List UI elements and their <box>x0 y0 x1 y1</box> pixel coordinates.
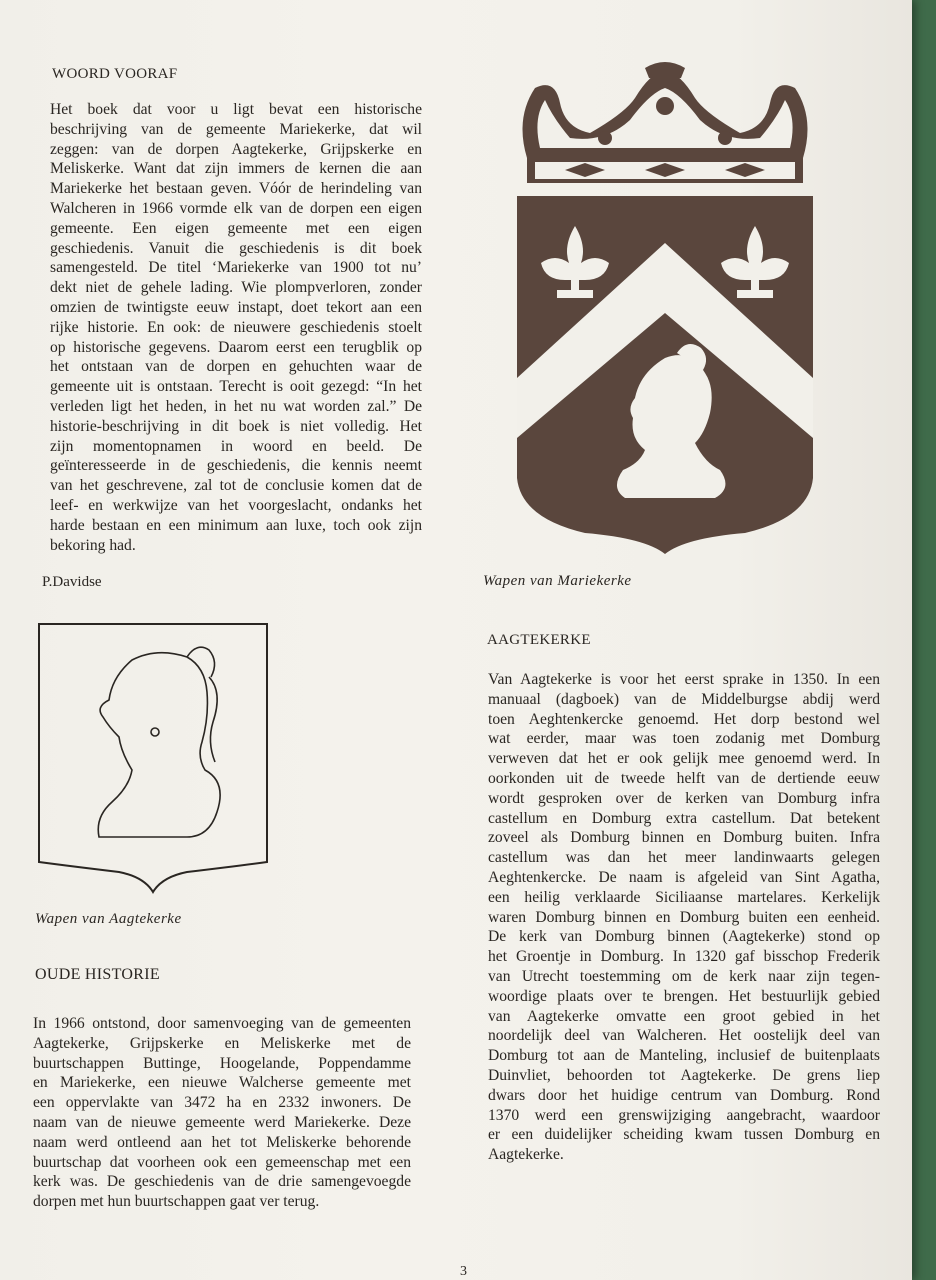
signature: P.Davidse <box>42 574 102 590</box>
text-line: castellum was dan het meer landinwaarts gelegen <box>488 849 880 867</box>
bust-line-icon <box>98 647 220 837</box>
text-line: rijke historie. En ook: de nieuwere geschiedenis stoelt <box>50 318 422 336</box>
caption-mariekerke: Wapen van Mariekerke <box>483 573 632 589</box>
text-line: 1370 werd een grenswijziging aangebracht, waardoor <box>488 1106 880 1124</box>
text-line: dwars door het huidige centrum van Domburg. Rond <box>488 1086 880 1104</box>
text-line: Mariekerke het bestaan geven. Vóór de herindeling van <box>50 180 422 198</box>
text-line: het ontstaan van de dorpen en gehuchten waar de <box>50 358 422 376</box>
history-heading: OUDE HISTORIE <box>35 966 160 983</box>
caption-aagtekerke: Wapen van Aagtekerke <box>35 911 182 927</box>
text-line: Van Aagtekerke is voor het eerst sprake in 1350. In een <box>488 671 880 688</box>
text-line: Duinvliet, behoorden tot Aagtekerke. De grens liep <box>488 1066 880 1084</box>
text-line: gemeente uit is ontstaan. Terecht is ooit gezegd: “In het <box>50 378 422 396</box>
text-line: kerk was. De geschiedenis van de drie samengevoegde <box>33 1173 411 1191</box>
text-line: oorkonden uit de tweede helft van de dertiende eeuw <box>488 769 880 787</box>
text-line: van Utrecht toestemming om de kerk naar zijn tegen- <box>488 967 880 985</box>
text-line: manuaal (dagboek) van de Middelburgse abdij werd <box>488 690 880 708</box>
text-line: woordige plaats over te brengen. Het bestuurlijk gebied <box>488 987 880 1005</box>
foreword-text <box>50 100 422 555</box>
mariekerke-coat-of-arms <box>505 58 825 558</box>
text-line: Meliskerke. Want dat zijn immers de kernen die aan <box>50 160 422 178</box>
text-line: Aagtekerke, Grijpskerke en Meliskerke met de <box>33 1034 411 1052</box>
text-line: noordelijk deel van Walcheren. Het oostelijk deel van <box>488 1027 880 1045</box>
text-line: harde bestaan en een minimum aan luxe, toch ook zijn <box>50 516 422 534</box>
text-line: waren Domburg binnen en Domburg buiten een eenheid. <box>488 908 880 926</box>
text-line: Aagtekerke. <box>488 1146 564 1164</box>
text-line: van Aagtekerke omvatte een groot gebied in het <box>488 1007 880 1025</box>
text-line: dorpen met hun buurtschappen gaat ver terug. <box>33 1193 320 1211</box>
text-line: en Mariekerke, een nieuwe Walcherse gemeente met <box>33 1074 411 1092</box>
foreword-heading: WOORD VOORAF <box>52 66 178 82</box>
text-line: gemeente. Een eigen gemeente met een eigen <box>50 219 422 237</box>
text-line: Het boek dat voor u ligt bevat een historische <box>50 101 422 118</box>
crown-icon <box>523 62 808 183</box>
text-line: geschiedenis. Vanuit die geschiedenis is dit boek <box>50 239 422 257</box>
text-line: De kerk van Domburg binnen (Aagtekerke) stond op <box>488 928 880 946</box>
aagtekerke-heading: AAGTEKERKE <box>487 632 591 648</box>
text-line: dekt niet de gehele lading. Wie plompverloren, zonder <box>50 279 422 297</box>
text-line: historie-beschrijving in dit boek is niet volledig. Het <box>50 417 422 435</box>
page-number: 3 <box>460 1264 467 1279</box>
text-line: toen Aeghtenkercke genoemd. Het dorp bestond wel <box>488 710 880 728</box>
history-text <box>33 1014 411 1212</box>
text-line: wat eerder, maar was toen zodanig met Domburg <box>488 730 880 748</box>
text-line: samengesteld. De titel ‘Mariekerke van 1900 tot nu’ <box>50 259 422 277</box>
text-line: geïnteresseerde in de geschiedenis, die kennis neemt <box>50 457 422 475</box>
aagtekerke-text <box>488 670 880 1165</box>
text-line: buurtschap dat voorheen ook een gemeenschap met een <box>33 1153 411 1171</box>
text-line: zijn momentopnamen in woord en beeld. De <box>50 437 422 455</box>
aagtekerke-coat-of-arms <box>37 622 269 894</box>
text-line: een heilig verklaarde Siciliaanse martelares. Kerkelijk <box>488 888 880 906</box>
text-line: het Groentje in Domburg. In 1320 gaf bisschop Frederik <box>488 948 880 966</box>
text-line: In 1966 ontstond, door samenvoeging van de gemeenten <box>33 1015 411 1032</box>
text-line: verleden ligt het heden, in het nu wat worden zal.” De <box>50 397 422 415</box>
text-line: buurtschappen Buttinge, Hoogelande, Poppendamme <box>33 1054 411 1072</box>
text-line: omzien de twintigste eeuw instapt, doet tekort aan een <box>50 298 422 316</box>
text-line: bekoring had. <box>50 536 136 554</box>
text-line: castellum en Domburg extra castellum. Dat betekent <box>488 809 880 827</box>
text-line: beschrijving van de gemeente Mariekerke, dat wil <box>50 120 422 138</box>
text-line: naam van de nieuwe gemeente werd Mariekerke. Deze <box>33 1113 411 1131</box>
text-line: Aeghtenkercke. De naam is afgeleid van Sint Agatha, <box>488 868 880 886</box>
text-line: verweven dat het er ook gelijk mee genoemd werd. In <box>488 750 880 768</box>
text-line: zeggen: van de dorpen Aagtekerke, Grijpskerke en <box>50 140 422 158</box>
text-line: naam werd ontleend aan het tot Meliskerke behorende <box>33 1133 411 1151</box>
text-line: zoveel als Domburg binnen en Domburg buiten. Infra <box>488 829 880 847</box>
text-line: er een duidelijker scheiding kwam tussen Domburg en <box>488 1126 880 1144</box>
text-line: Walcheren in 1966 vormde elk van de dorpen een eigen <box>50 199 422 217</box>
text-line: een oppervlakte van 3472 ha en 2332 inwoners. De <box>33 1094 411 1112</box>
text-line: wordt gesproken over de kerken van Domburg infra <box>488 789 880 807</box>
shield-outline <box>39 624 267 892</box>
text-line: op historische gegevens. Daarom eerst een terugblik op <box>50 338 422 356</box>
text-line: Domburg tot aan de Manteling, inclusief de buitenplaats <box>488 1047 880 1065</box>
text-line: leef- en werkwijze van het voorgeslacht, ondanks het <box>50 496 422 514</box>
text-line: van het geschrevene, zal tot de conclusie komen dat de <box>50 477 422 495</box>
